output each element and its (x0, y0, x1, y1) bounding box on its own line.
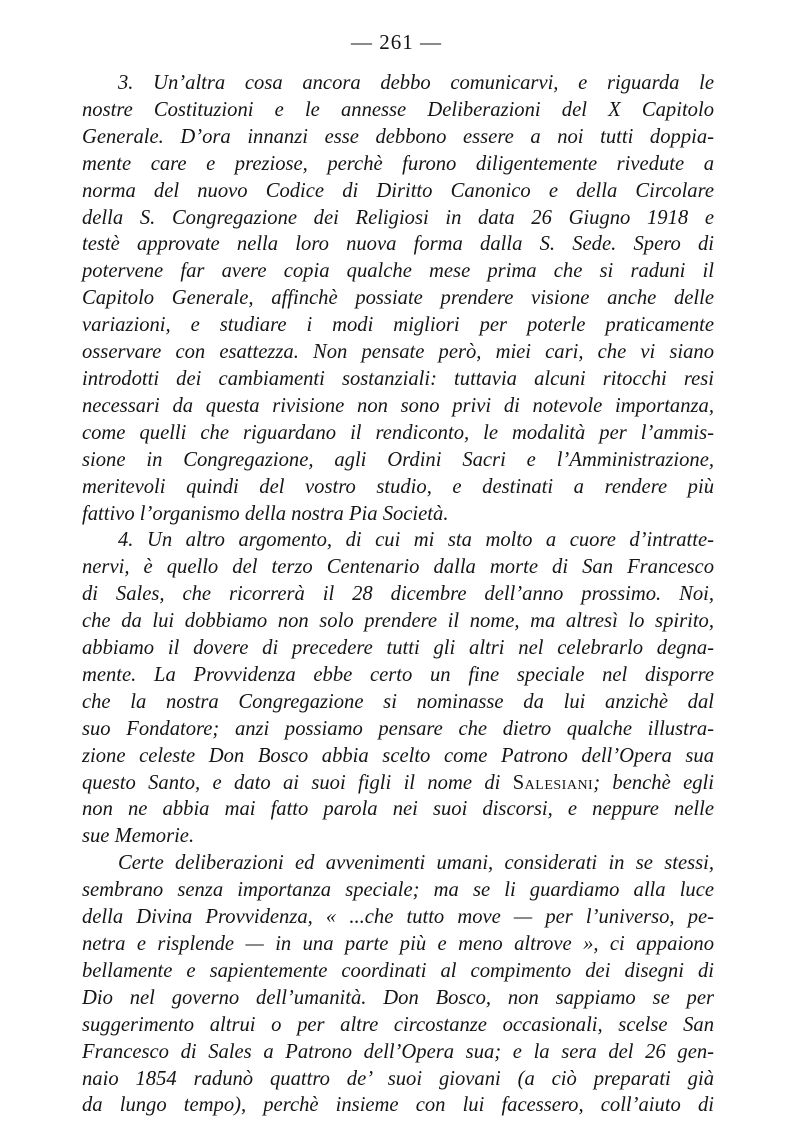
text-line (82, 420, 714, 447)
body-text (82, 70, 714, 1119)
text-line (82, 231, 714, 258)
text-line (82, 366, 714, 393)
text-line-content: mente. La Provvidenza ebbe certo un fine speciale nel disporre (82, 663, 714, 686)
text-line (82, 770, 714, 797)
text-line-content: 3. Un’altra cosa ancora debbo comunicarvi, e riguarda le (118, 72, 714, 94)
text-line-content: variazioni, e studiare i modi migliori per poterle praticamente (82, 314, 714, 337)
text-line-content: fattivo l’organismo della nostra Pia Società. (82, 502, 449, 525)
text-line (82, 850, 714, 877)
text-line-content: necessari da questa rivisione non sono privi di notevole importanza, (82, 394, 714, 417)
text-line-content: mente care e preziose, perchè furono diligentemente rivedute a (82, 152, 714, 175)
text-line (82, 312, 714, 339)
text-line-content: osservare con esattezza. Non pensate però, miei cari, che vi siano (82, 341, 714, 364)
text-line (82, 205, 714, 232)
text-line-content: Certe deliberazioni ed avvenimenti umani, considerati in se stessi, (118, 852, 714, 875)
text-line-content: di Sales, che ricorrerà il 28 dicembre dell’anno prossimo. Noi, (82, 583, 714, 606)
text-line (82, 743, 714, 770)
text-line-content: non ne abbia mai fatto parola nei suoi discorsi, e neppure nelle (82, 798, 714, 821)
text-line (82, 958, 714, 985)
text-line (82, 823, 714, 850)
text-line (82, 178, 714, 205)
text-line (82, 124, 714, 151)
text-line (82, 97, 714, 124)
text-line-content: potervene far avere copia qualche mese prima che si raduni il (82, 260, 714, 283)
text-line-content: da lungo tempo), perchè insieme con lui facessero, coll’aiuto di (82, 1094, 714, 1117)
text-line (82, 796, 714, 823)
text-line-continuation: ; benchè egli (593, 771, 714, 794)
text-line-content: naio 1854 radunò quattro de’ suoi giovani (a ciò preparati già (82, 1067, 714, 1090)
text-line-content: suo Fondatore; anzi possiamo pensare che dietro qualche illustra- (82, 717, 714, 740)
text-line-content: Capitolo Generale, affinchè possiate prendere visione anche delle (82, 287, 714, 310)
text-line (82, 635, 714, 662)
text-line (82, 339, 714, 366)
text-line-content: abbiamo il dovere di precedere tutti gli altri nel celebrarlo degna- (82, 637, 714, 660)
text-line-content: sue Memorie. (82, 825, 195, 848)
text-line-content: Francesco di Sales a Patrono dell’Opera sua; e la sera del 26 gen- (82, 1040, 714, 1063)
text-line-content: questo Santo, e dato ai suoi figli il nome di (82, 771, 513, 794)
text-line-content: della S. Congregazione dei Religiosi in data 26 Giugno 1918 e (82, 206, 714, 229)
text-line-content: bellamente e sapientemente coordinati al compimento dei disegni di (82, 959, 714, 982)
text-line-content: meritevoli quindi del vostro studio, e destinati a rendere più (82, 475, 714, 498)
text-line-content: sembrano senza importanza speciale; ma se li guardiamo alla luce (82, 879, 714, 902)
text-line-content: Dio nel governo dell’umanità. Don Bosco, non sappiamo se per (82, 986, 714, 1009)
text-line-content: che la nostra Congregazione si nominasse da lui anzichè dal (82, 690, 714, 713)
text-line (82, 877, 714, 904)
text-line (82, 581, 714, 608)
page-number: — 261 — (351, 30, 442, 54)
text-line (82, 1092, 714, 1119)
text-line (82, 474, 714, 501)
text-line (82, 662, 714, 689)
text-line (82, 904, 714, 931)
text-line (82, 151, 714, 178)
text-line-content: norma del nuovo Codice di Diritto Canonico e della Circolare (82, 179, 714, 202)
text-line (82, 608, 714, 635)
text-line (82, 285, 714, 312)
text-line-content: nostre Costituzioni e le annesse Deliberazioni del X Capitolo (82, 98, 714, 121)
text-line (82, 527, 714, 554)
text-line-content: suggerimento altrui o per altre circostanze occasionali, scelse San (82, 1013, 714, 1036)
text-line (82, 501, 714, 528)
text-line-content: introdotti dei cambiamenti sostanziali: tuttavia alcuni ritocchi resi (82, 367, 714, 390)
text-line-content: che da lui dobbiamo non solo prendere il nome, ma altresì lo spirito, (82, 610, 714, 633)
text-line-content: della Divina Provvidenza, « ...che tutto move — per l’universo, pe- (82, 906, 714, 929)
text-line-content: nervi, è quello del terzo Centenario dalla morte di San Francesco (82, 556, 714, 579)
text-line (82, 1066, 714, 1093)
small-caps-word: Salesiani (512, 771, 594, 794)
text-line-content: come quelli che riguardano il rendiconto, le modalità per l’ammis- (82, 421, 714, 444)
text-line (82, 70, 714, 97)
text-line-content: sione in Congregazione, agli Ordini Sacri e l’Amministrazione, (82, 448, 714, 471)
text-line (82, 1012, 714, 1039)
text-line (82, 985, 714, 1012)
text-line-content: zione celeste Don Bosco abbia scelto come Patrono dell’Opera sua (82, 744, 714, 767)
text-line (82, 716, 714, 743)
text-line-content: testè approvate nella loro nuova forma dalla S. Sede. Spero di (82, 233, 714, 256)
text-line (82, 393, 714, 420)
text-line (82, 1039, 714, 1066)
text-line-content: 4. Un altro argomento, di cui mi sta molto a cuore d’intratte- (118, 529, 714, 552)
text-line (82, 554, 714, 581)
text-line (82, 447, 714, 474)
text-line (82, 258, 714, 285)
text-line-content: netra e risplende — in una parte più e meno altrove », ci appaiono (82, 933, 714, 955)
text-line-content: Generale. D’ora innanzi esse debbono essere a noi tutti doppia- (82, 125, 714, 148)
text-line (82, 689, 714, 716)
text-line (82, 931, 714, 958)
